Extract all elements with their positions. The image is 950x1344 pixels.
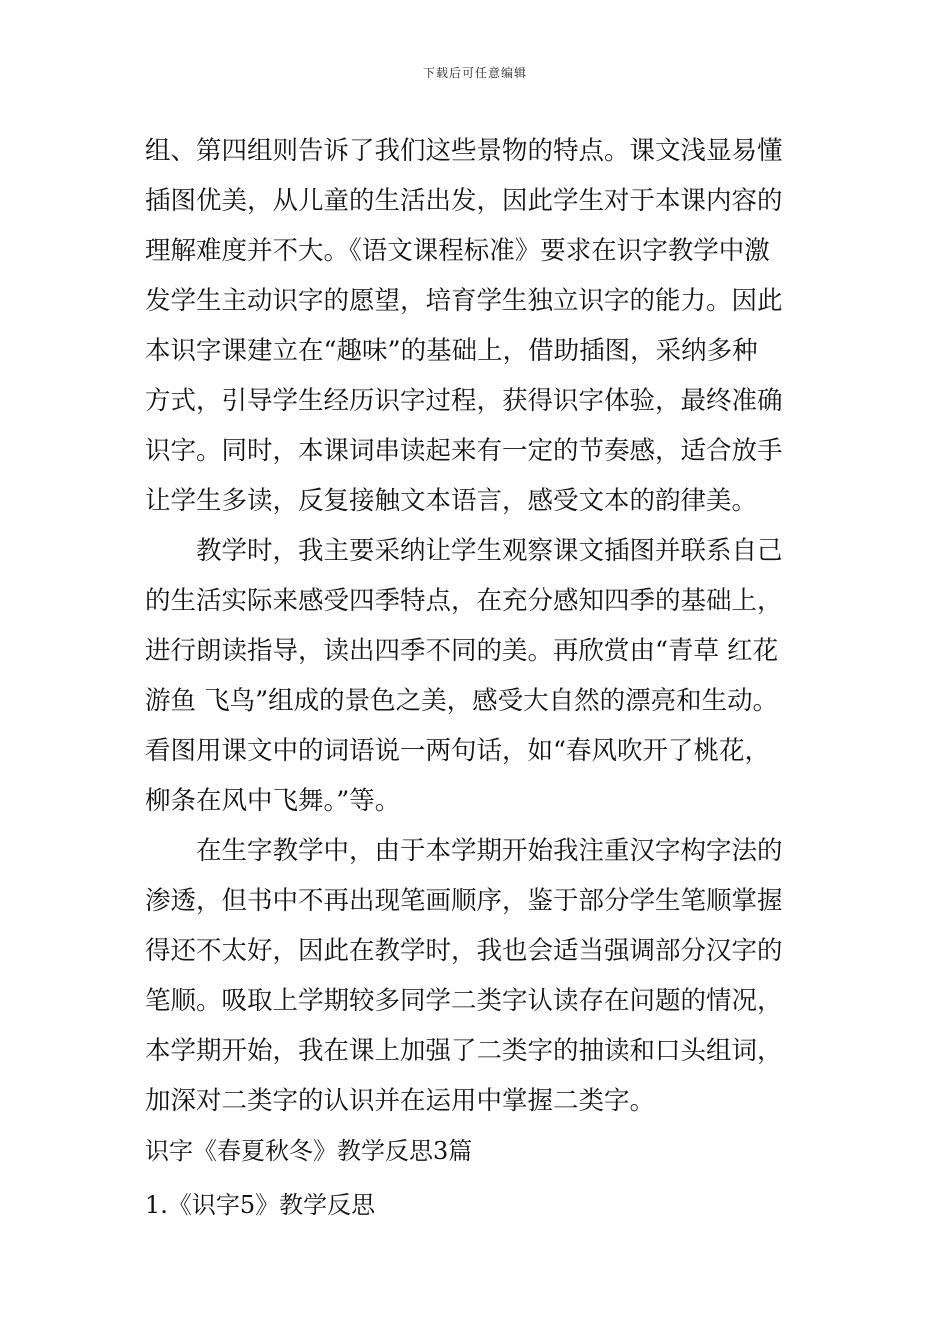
text-line: 让学生多读，反复接触文本语言，感受文本的韵律美。: [145, 486, 758, 516]
text-line: 识字。同时，本课词串读起来有一定的节奏感，适合放手: [145, 436, 783, 466]
text-line: 的生活实际来感受四季特点，在充分感知四季的基础上，: [145, 586, 783, 616]
text-line: 柳条在风中飞舞。”等。: [145, 786, 401, 816]
text-line: 进行朗读指导，读出四季不同的美。再欣赏由“青草 红花: [145, 636, 779, 666]
text-line: 方式，引导学生经历识字过程，获得识字体验，最终准确: [145, 386, 783, 416]
page-header: 下载后可任意编辑: [422, 66, 527, 80]
document-body: [145, 126, 815, 1234]
text-line: 游鱼 飞鸟”组成的景色之美，感受大自然的漂亮和生动。: [145, 686, 779, 716]
text-line: 组、第四组则告诉了我们这些景物的特点。课文浅显易懂: [145, 136, 783, 166]
text-line: 发学生主动识字的愿望，培育学生独立识字的能力。因此: [145, 286, 783, 316]
section-heading: 识字《春夏秋冬》教学反思3篇: [145, 1137, 473, 1165]
paragraph-2: [145, 526, 815, 826]
text-line: 得还不太好，因此在教学时，我也会适当强调部分汉字的: [145, 936, 783, 966]
text-line: 本学期开始，我在课上加强了二类字的抽读和口头组词，: [145, 1036, 783, 1066]
text-line: 看图用课文中的词语说一两句话，如“春风吹开了桃花，: [145, 736, 771, 766]
text-line: 插图优美，从儿童的生活出发，因此学生对于本课内容的: [145, 186, 783, 216]
paragraph-1: [145, 126, 815, 526]
text-line: 加深对二类字的认识并在运用中掌握二类字。: [145, 1086, 656, 1116]
text-line: 笔顺。吸取上学期较多同学二类字认读存在问题的情况，: [145, 986, 783, 1016]
text-line: 在生字教学中，由于本学期开始我注重汉字构字法的: [196, 836, 783, 866]
text-line: 本识字课建立在“趣味”的基础上，借助插图，采纳多种: [145, 336, 758, 366]
text-line: 教学时，我主要采纳让学生观察课文插图并联系自己: [196, 536, 783, 566]
subsection-heading: 1.《识字5》教学反思: [145, 1191, 376, 1219]
paragraph-3: [145, 826, 815, 1126]
text-line: 理解难度并不大。《语文课程标准》要求在识字教学中激: [145, 236, 770, 266]
text-line: 渗透，但书中不再出现笔画顺序，鉴于部分学生笔顺掌握: [145, 886, 783, 916]
